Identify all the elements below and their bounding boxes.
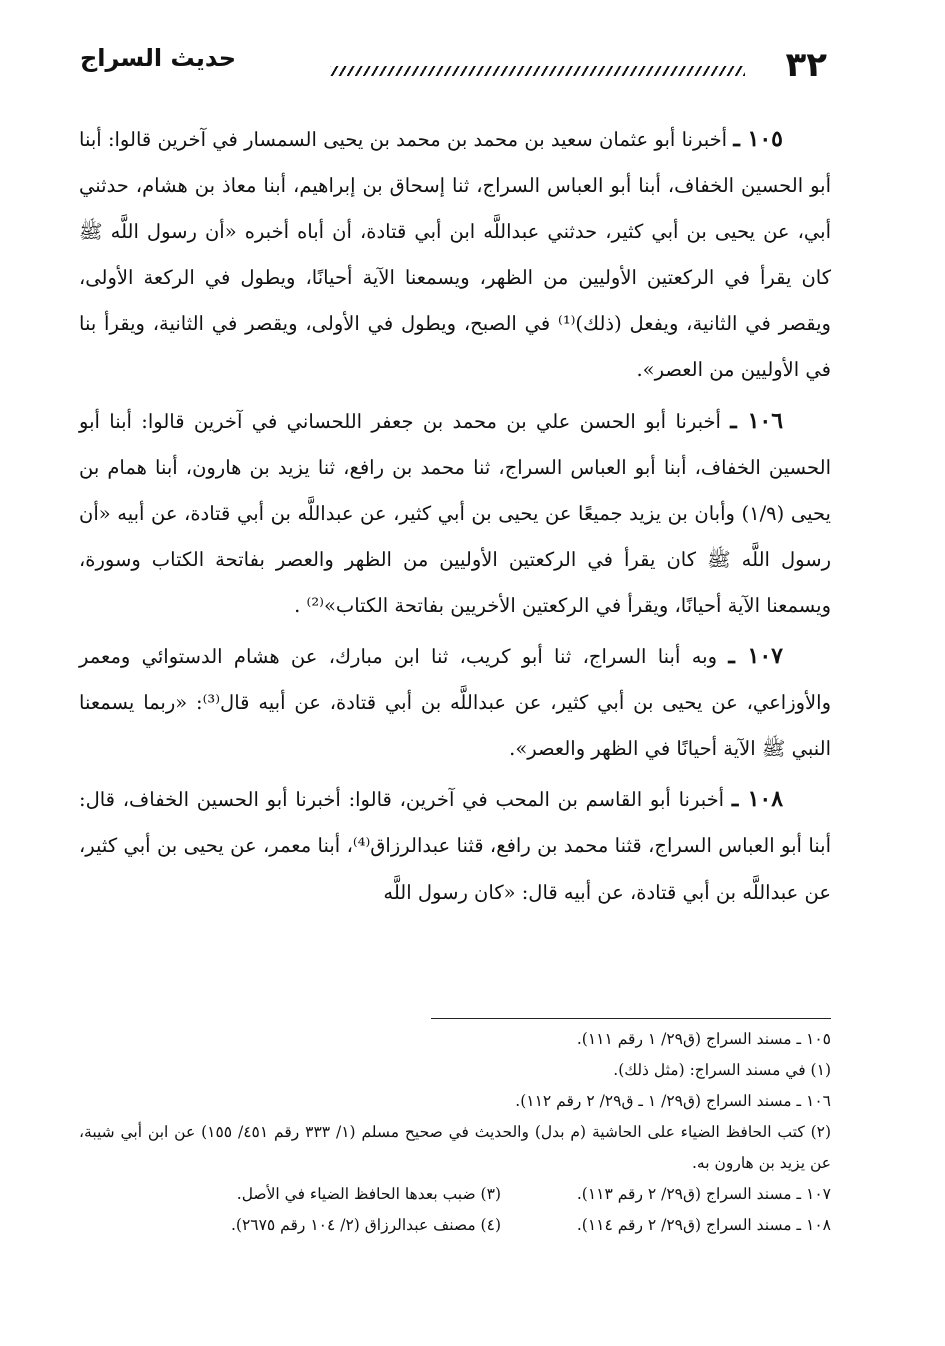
hadith-107 [79, 633, 831, 772]
hadith-text: أخبرنا أبو عثمان سعيد بن محمد بن محمد بن يحيى السمسار في آخرين قالوا: أبنا أبو الحسين الخفاف، أبنا أبو العباس السراج، ثنا إسحاق بن إبراهيم، أبنا معاذ بن هشام، حدثني أبي، عن يحيى بن أبي كثير، حدثني عبداللَّه ابن أبي قتادة، أن أباه أخبره «أن رسول اللَّه ﷺ كان يقرأ في الركعتين الأوليين من الظهر، ويسمعنا الآية أحيانًا، ويطول في الركعة الأولى، ويقصر في الثانية، ويفعل (ذلك)⁽¹⁾ في الصبح، ويطول في الأولى، ويقصر في الثانية، ويقرأ بنا في الأوليين من العصر». [79, 128, 831, 382]
footnote-separator [431, 1018, 831, 1019]
footnote-row-107 [79, 1179, 831, 1210]
footnote-source-108: ١٠٨ ـ مسند السراج (ق٢٩/ ٢ رقم ١١٤). [576, 1216, 831, 1234]
hadith-text: وبه أبنا السراج، ثنا أبو كريب، ثنا ابن مبارك، عن هشام الدستوائي ومعمر والأوزاعي، عن يحيى بن أبي كثير، عن عبداللَّه بن أبي قتادة، عن أبيه قال⁽³⁾: «ربما يسمعنا النبي ﷺ الآية أحيانًا في الظهر والعصر». [79, 645, 831, 761]
hadith-number: ١٠٦ ـ [730, 407, 784, 434]
hadith-number: ١٠٥ ـ [733, 126, 783, 152]
main-text [79, 116, 831, 920]
footnote-3: (٣) ضبب بعدها الحافظ الضياء في الأصل. [236, 1185, 501, 1203]
hadith-number: ١٠٨ ـ [731, 786, 784, 813]
footnote-2: (٢) كتب الحافظ الضياء على الحاشية (م بدل) والحديث في صحيح مسلم (١/ ٣٣٣ رقم ٤٥١/ ١٥٥) عن ابن أبي شيبة، عن يزيد بن هارون به. [79, 1123, 832, 1172]
footnote-source-106: ١٠٦ ـ مسند السراج (ق٢٩/ ١ ـ ق٢٩/ ٢ رقم ١١٢). [515, 1092, 831, 1110]
hadith-text: أخبرنا أبو الحسن علي بن محمد بن جعفر اللحساني في آخرين قالوا: أبنا أبو الحسين الخفاف، أبنا أبو العباس السراج، ثنا محمد بن رافع، ثنا يزيد بن هارون، أبنا همام بن يحيى (١/٩) وأبان بن يزيد جميعًا عن يحيى بن أبي كثير، عن عبداللَّه بن أبي قتادة، عن أبيه «أن رسول اللَّه ﷺ كان يقرأ في الركعتين الأوليين من الظهر والعصر بفاتحة الكتاب وسورة، ويسمعنا الآية أحيانًا، ويقرأ في الركعتين الأخريين بفاتحة الكتاب»⁽²⁾ . [79, 409, 831, 617]
footnote-row-108 [79, 1210, 831, 1241]
page-number: ٣٢ [785, 45, 827, 85]
footnote-source-105: ١٠٥ ـ مسند السراج (ق٢٩/ ١ رقم ١١١). [576, 1030, 831, 1048]
footnotes [79, 1024, 831, 1241]
footnote-1: (١) في مسند السراج: (مثل ذلك). [613, 1061, 831, 1079]
hadith-105 [79, 116, 831, 394]
hadith-number: ١٠٧ ـ [728, 643, 783, 670]
hadith-text: أخبرنا أبو القاسم بن المحب في آخرين، قالوا: أخبرنا أبو الحسين الخفاف، قال: أبنا أبو العباس السراج، قثنا محمد بن رافع، قثنا عبدالرزاق⁽⁴⁾، أبنا معمر، عن يحيى بن أبي كثير، عن عبداللَّه بن أبي قتادة، عن أبيه قال: «كان رسول اللَّه [79, 788, 831, 904]
footnote-source-107: ١٠٧ ـ مسند السراج (ق٢٩/ ٢ رقم ١١٣). [576, 1185, 831, 1203]
hadith-106 [79, 398, 831, 629]
footnote-4: (٤) مصنف عبدالرزاق (٢/ ١٠٤ رقم ٢٦٧٥). [230, 1216, 501, 1234]
header-ornament-rule [330, 66, 745, 76]
hadith-108 [79, 776, 831, 915]
running-title: حديث السراج [80, 44, 237, 72]
